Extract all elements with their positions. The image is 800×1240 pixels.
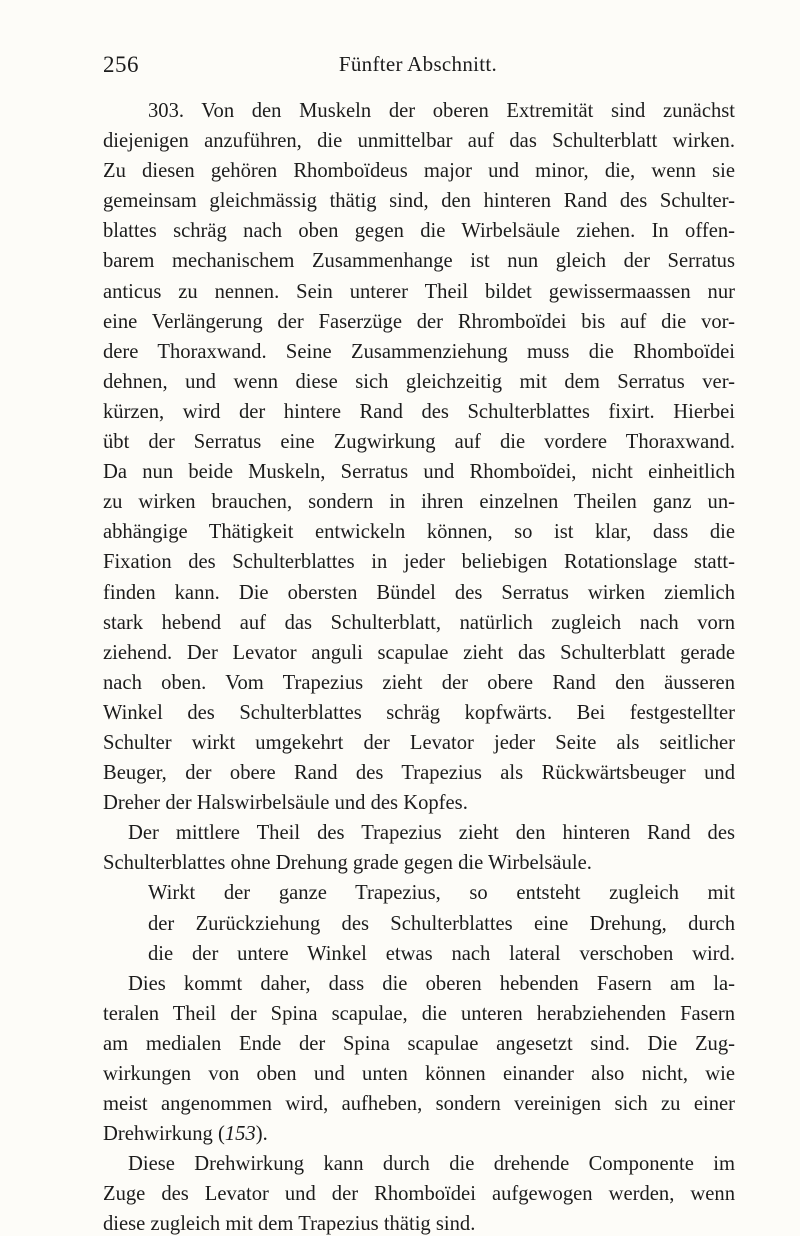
- text-line: Wirkt der ganze Trapezius, so entsteht zugleich mit: [148, 882, 735, 905]
- text-line: Zu diesen gehören Rhomboïdeus major und minor, die, wenn sie: [103, 160, 735, 183]
- text-line: gemeinsam gleichmässig thätig sind, den hinteren Rand des Schulter-: [103, 190, 735, 213]
- text-line: Der mittlere Theil des Trapezius zieht den hinteren Rand des: [128, 822, 735, 845]
- text-line: blattes schräg nach oben gegen die Wirbelsäule ziehen. In offen-: [103, 220, 735, 243]
- text-line: der Zurückziehung des Schulterblattes eine Drehung, durch: [148, 912, 735, 935]
- text-line: zu wirken brauchen, sondern in ihren einzelnen Theilen ganz un-: [103, 491, 735, 514]
- text-line: Zuge des Levator und der Rhomboïdei aufgewogen werden, wenn: [103, 1183, 735, 1206]
- text-fragment: ).: [255, 1123, 268, 1146]
- text-line: Dies kommt daher, dass die oberen hebenden Fasern am la-: [128, 972, 735, 995]
- text-line: am medialen Ende der Spina scapulae angesetzt sind. Die Zug-: [103, 1032, 735, 1055]
- text-line: stark hebend auf das Schulterblatt, natürlich zugleich nach vorn: [103, 611, 735, 634]
- text-line: Fixation des Schulterblattes in jeder beliebigen Rotationslage statt-: [103, 551, 735, 574]
- page-header: [103, 52, 733, 86]
- text-line: kürzen, wird der hintere Rand des Schulterblattes fixirt. Hierbei: [103, 400, 735, 423]
- text-line-with-figure-ref: [103, 1119, 735, 1149]
- text-line: die der untere Winkel etwas nach lateral verschoben wird.: [148, 942, 735, 965]
- text-line: Winkel des Schulterblattes schräg kopfwärts. Bei festgestellter: [103, 701, 735, 724]
- text-line: teralen Theil der Spina scapulae, die unteren herabziehenden Fasern: [103, 1002, 735, 1025]
- text-line: meist angenommen wird, aufheben, sondern vereinigen sich zu einer: [103, 1093, 735, 1116]
- text-line: 303. Von den Muskeln der oberen Extremität sind zunächst: [148, 100, 735, 122]
- text-line: Schulter wirkt umgekehrt der Levator jeder Seite als seitlicher: [103, 731, 735, 754]
- text-line: finden kann. Die obersten Bündel des Serratus wirken ziemlich: [103, 581, 735, 604]
- text-line: Schulterblattes ohne Drehung grade gegen die Wirbelsäule.: [103, 852, 592, 875]
- body-text: [103, 96, 735, 1240]
- text-line: dehnen, und wenn diese sich gleichzeitig mit dem Serratus ver-: [103, 370, 735, 393]
- text-fragment: Drehwirkung (: [103, 1123, 225, 1146]
- text-line: Diese Drehwirkung kann durch die drehende Componente im: [128, 1153, 735, 1176]
- text-line: Beuger, der obere Rand des Trapezius als Rückwärtsbeuger und: [103, 762, 735, 785]
- text-line: übt der Serratus eine Zugwirkung auf die vordere Thoraxwand.: [103, 431, 735, 454]
- text-line: Dreher der Halswirbelsäule und des Kopfes.: [103, 792, 468, 815]
- text-line: Da nun beide Muskeln, Serratus und Rhomboïdei, nicht einheitlich: [103, 461, 735, 484]
- figure-reference: 153: [224, 1123, 256, 1146]
- text-line: wirkungen von oben und unten können einander also nicht, wie: [103, 1063, 735, 1085]
- text-line: diejenigen anzuführen, die unmittelbar auf das Schulterblatt wirken.: [103, 130, 735, 153]
- text-line: ziehend. Der Levator anguli scapulae zieht das Schulterblatt gerade: [103, 641, 735, 664]
- text-line: barem mechanischem Zusammenhange ist nun gleich der Serratus: [103, 250, 735, 273]
- text-line: nach oben. Vom Trapezius zieht der obere Rand den äusseren: [103, 671, 735, 694]
- text-line: abhängige Thätigkeit entwickeln können, so ist klar, dass die: [103, 521, 735, 544]
- text-line: anticus zu nennen. Sein unterer Theil bildet gewissermaassen nur: [103, 280, 735, 303]
- text-line: eine Verlängerung der Faserzüge der Rhromboïdei bis auf die vor-: [103, 310, 735, 333]
- text-line: dere Thoraxwand. Seine Zusammenziehung muss die Rhomboïdei: [103, 340, 735, 363]
- text-line: diese zugleich mit dem Trapezius thätig sind.: [103, 1213, 476, 1236]
- running-title: Fünfter Abschnitt.: [338, 52, 498, 76]
- page-number: 256: [103, 52, 139, 77]
